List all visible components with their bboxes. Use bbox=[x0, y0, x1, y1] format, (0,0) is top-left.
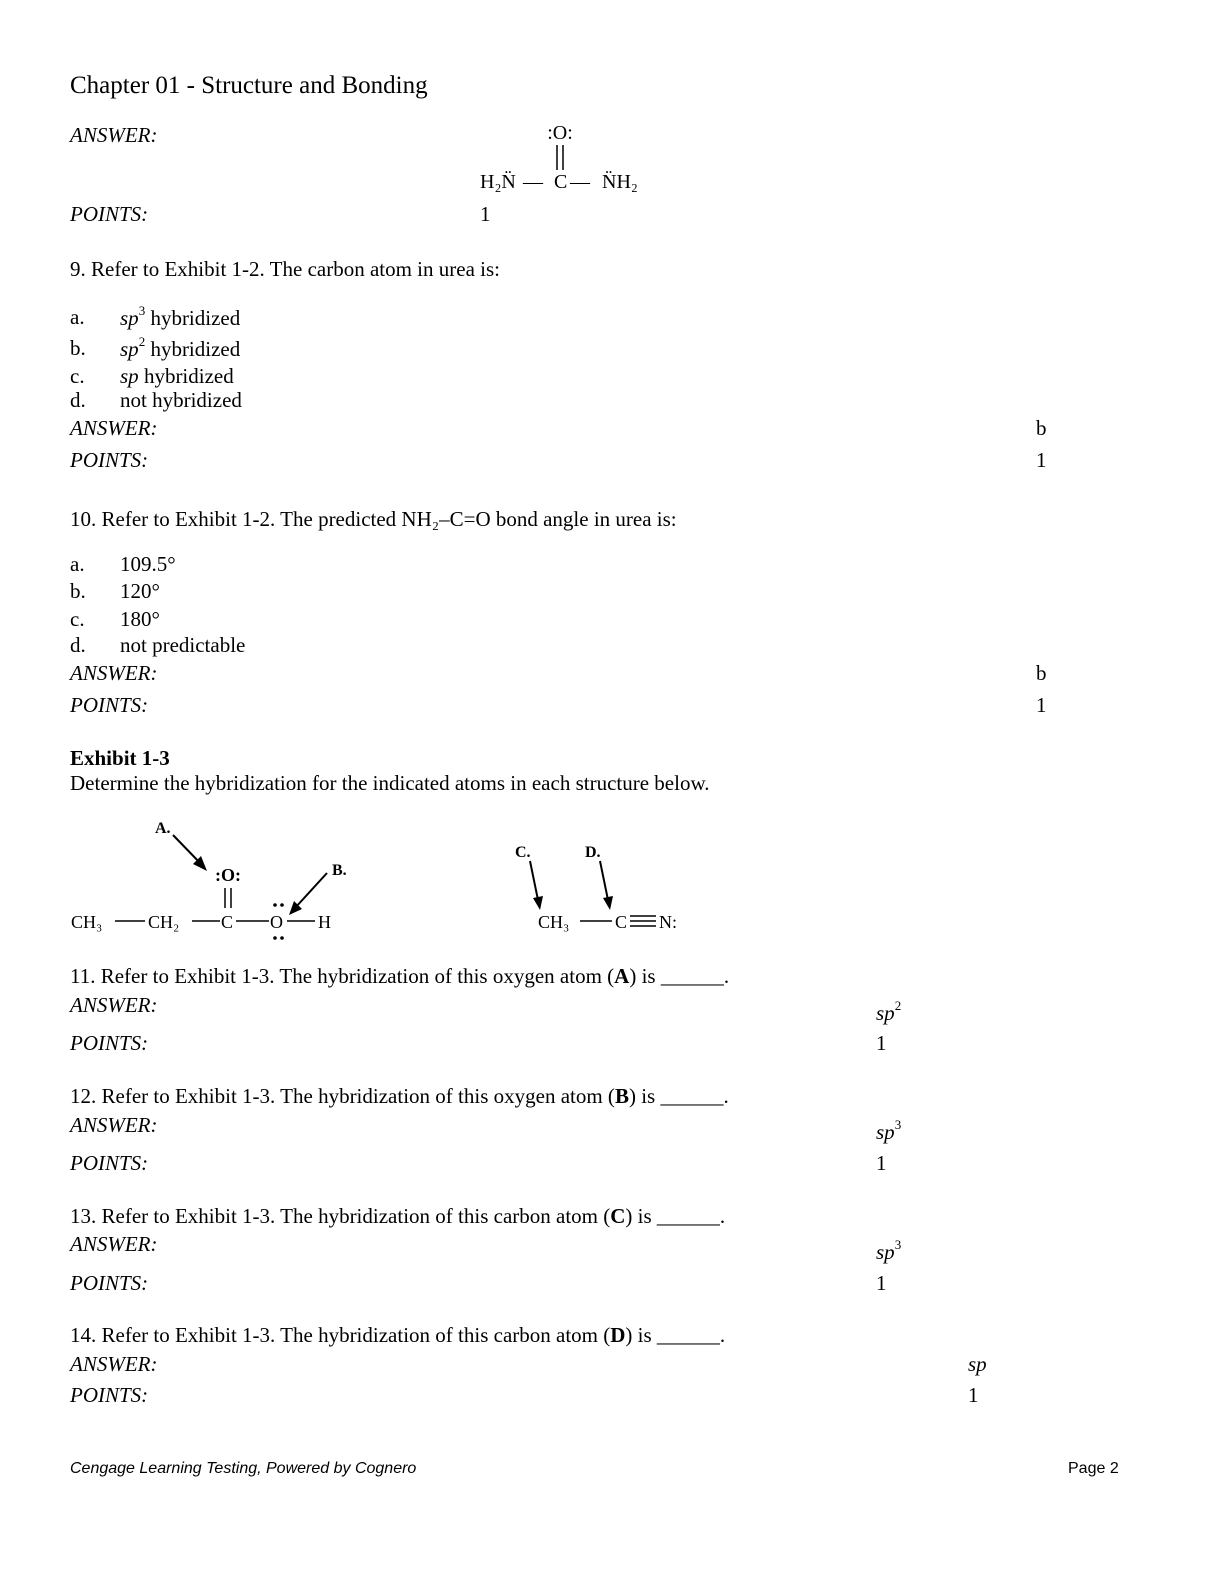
page-number: Page 2 bbox=[1068, 1460, 1119, 1477]
points-label: POINTS: bbox=[70, 202, 149, 226]
label-c: C. bbox=[515, 844, 531, 861]
question-stem: 14. Refer to Exhibit 1-3. The hybridization of this carbon atom (D) is ______. bbox=[70, 1323, 726, 1347]
svg-text:—: — bbox=[523, 171, 543, 193]
answer-label: ANSWER: bbox=[70, 416, 158, 440]
label-d: D. bbox=[585, 844, 601, 861]
footer-publisher: Cengage Learning Testing, Powered by Cognero bbox=[70, 1460, 417, 1477]
option-letter: c. bbox=[70, 607, 85, 631]
answer-label: ANSWER: bbox=[70, 123, 158, 147]
points-label: POINTS: bbox=[70, 1271, 149, 1295]
label-a: A. bbox=[155, 820, 171, 837]
answer-label: ANSWER: bbox=[70, 1352, 158, 1376]
points-value: 1 bbox=[1036, 693, 1047, 717]
hydroxyl-hydrogen: H bbox=[318, 912, 331, 932]
points-label: POINTS: bbox=[70, 448, 149, 472]
answer-label: ANSWER: bbox=[70, 661, 158, 685]
urea-structure bbox=[470, 115, 660, 200]
exhibit-right-structure bbox=[515, 838, 700, 938]
option-letter: d. bbox=[70, 388, 86, 412]
answer-label: ANSWER: bbox=[70, 993, 158, 1017]
points-value: 1 bbox=[480, 202, 491, 226]
points-label: POINTS: bbox=[70, 693, 149, 717]
urea-right-amine: N̈H₂ bbox=[602, 171, 638, 193]
points-value: 1 bbox=[876, 1031, 887, 1055]
points-value: 1 bbox=[968, 1383, 979, 1407]
option-text: sp hybridized bbox=[120, 364, 234, 388]
option-letter: a. bbox=[70, 305, 85, 329]
answer-label: ANSWER: bbox=[70, 1113, 158, 1137]
points-value: 1 bbox=[1036, 448, 1047, 472]
option-text: not hybridized bbox=[120, 388, 242, 412]
points-label: POINTS: bbox=[70, 1151, 149, 1175]
points-value: 1 bbox=[876, 1151, 887, 1175]
answer-value: $sp^2$ bbox=[876, 998, 902, 1025]
urea-left-amine: H₂N̈ bbox=[480, 171, 516, 193]
urea-carbon: C bbox=[554, 171, 568, 193]
urea-carbonyl-oxygen: :O: bbox=[547, 122, 573, 144]
option-text: $sp^3$ hybridized bbox=[120, 303, 241, 330]
option-letter: a. bbox=[70, 552, 85, 576]
answer-label: ANSWER: bbox=[70, 1232, 158, 1256]
methyl-group: CH₃ bbox=[71, 912, 103, 932]
page-title: Chapter 01 - Structure and Bonding bbox=[70, 72, 428, 99]
question-stem: 9. Refer to Exhibit 1-2. The carbon atom in urea is: bbox=[70, 257, 500, 281]
option-letter: b. bbox=[70, 579, 86, 603]
points-label: POINTS: bbox=[70, 1383, 149, 1407]
hydroxyl-oxygen: O bbox=[270, 912, 283, 932]
option-text: 120° bbox=[120, 579, 160, 603]
option-letter: b. bbox=[70, 336, 86, 360]
answer-value: $sp^3$ bbox=[876, 1117, 902, 1144]
option-letter: c. bbox=[70, 364, 85, 388]
points-label: POINTS: bbox=[70, 1031, 149, 1055]
exhibit-left-structure bbox=[65, 815, 365, 945]
option-text: $sp^2$ hybridized bbox=[120, 334, 241, 361]
answer-value: b bbox=[1036, 416, 1047, 440]
carbonyl-carbon: C bbox=[221, 912, 234, 932]
option-letter: d. bbox=[70, 633, 86, 657]
points-value: 1 bbox=[876, 1271, 887, 1295]
question-stem: 10. Refer to Exhibit 1-2. The predicted NH₂–C=O bond angle in urea is: bbox=[70, 507, 677, 531]
question-stem: 13. Refer to Exhibit 1-3. The hybridization of this carbon atom (C) is ______. bbox=[70, 1204, 726, 1228]
question-stem: 12. Refer to Exhibit 1-3. The hybridization of this oxygen atom (B) is ______. bbox=[70, 1084, 729, 1108]
exhibit-title: Exhibit 1-3 bbox=[70, 746, 170, 770]
option-text: 180° bbox=[120, 607, 160, 631]
nitrile-nitrogen: N: bbox=[659, 912, 677, 932]
answer-value: $sp^3$ bbox=[876, 1237, 902, 1264]
carbonyl-oxygen: :O: bbox=[215, 865, 241, 885]
methylene-group: CH₂ bbox=[148, 912, 180, 932]
answer-value: sp bbox=[968, 1352, 987, 1376]
methyl-group: CH₃ bbox=[538, 912, 570, 932]
option-text: not predictable bbox=[120, 633, 246, 657]
question-stem: 11. Refer to Exhibit 1-3. The hybridization of this oxygen atom (A) is ______. bbox=[70, 964, 730, 988]
label-b: B. bbox=[332, 862, 347, 879]
option-text: 109.5° bbox=[120, 552, 176, 576]
answer-value: b bbox=[1036, 661, 1047, 685]
svg-text:—: — bbox=[570, 171, 590, 193]
nitrile-carbon: C bbox=[615, 912, 628, 932]
exhibit-description: Determine the hybridization for the indicated atoms in each structure below. bbox=[70, 771, 710, 795]
